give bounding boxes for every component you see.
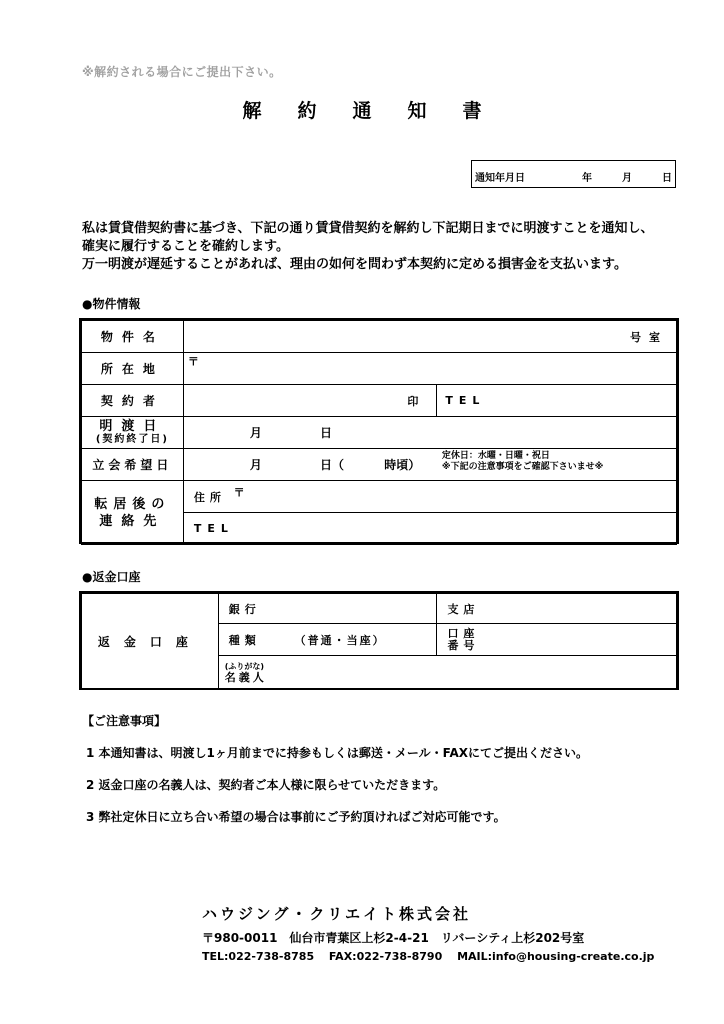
account-number-label-1: 口座 bbox=[447, 626, 480, 640]
location-label: 所在地 bbox=[82, 353, 184, 385]
property-table bbox=[79, 318, 679, 544]
note-item: 3 弊社定休日に立ち合い希望の場合は事前にご予約頂ければご対応可能です。 bbox=[86, 810, 506, 824]
contractor-name-field[interactable] bbox=[183, 385, 437, 417]
visit-notes bbox=[442, 451, 604, 473]
notice-year-unit: 年 bbox=[582, 173, 592, 184]
handover-sub-label: (契約終了日) bbox=[95, 433, 169, 445]
furigana-label: (ふりがな) bbox=[224, 662, 265, 671]
handover-month-unit: 月 bbox=[249, 426, 262, 440]
property-name-field[interactable] bbox=[183, 321, 676, 353]
contractor-tel-field[interactable] bbox=[437, 385, 677, 417]
property-section-title: ●物件情報 bbox=[82, 297, 141, 311]
title-char: 通 bbox=[352, 100, 372, 122]
account-type-options: （普通・当座） bbox=[294, 633, 386, 647]
visit-month-unit: 月 bbox=[249, 458, 262, 472]
company-name: ハウジング・クリエイト株式会社 bbox=[202, 905, 472, 923]
account-number-field[interactable] bbox=[437, 624, 677, 656]
room-suffix: 号室 bbox=[630, 330, 668, 344]
holiday-note: 定休日：水曜・日曜・祝日 bbox=[441, 451, 550, 461]
notice-day-unit: 日 bbox=[662, 173, 672, 184]
visit-time-unit: 時頃） bbox=[384, 458, 421, 472]
tel-label-2: TEL bbox=[193, 522, 234, 535]
intro-line: 確実に履行することを確約します。 bbox=[82, 239, 289, 254]
postal-mark: 〒 bbox=[187, 355, 199, 368]
document-title bbox=[0, 96, 724, 123]
location-field[interactable] bbox=[183, 353, 676, 385]
branch-field[interactable] bbox=[437, 594, 677, 624]
intro-line: 万一明渡が遅延することがあれば、理由の如何を問わず本契約に定める損害金を支払います。 bbox=[82, 257, 627, 272]
notice-month-unit: 月 bbox=[622, 173, 632, 184]
notice-date-label: 通知年月日 bbox=[475, 173, 525, 184]
after-move-tel-field[interactable] bbox=[183, 513, 676, 545]
notes-heading: 【ご注意事項】 bbox=[82, 714, 167, 728]
intro-line: 私は賃貸借契約書に基づき、下記の通り賃貸借契約を解約し下記期日までに明渡すことを通知し、 bbox=[82, 221, 654, 236]
intro-text bbox=[82, 220, 682, 274]
after-move-label-line2: 連絡先 bbox=[99, 513, 166, 529]
refund-section-title: ●返金口座 bbox=[82, 570, 141, 584]
account-holder-field[interactable] bbox=[218, 656, 676, 689]
note-item: 2 返金口座の名義人は、契約者ご本人様に限らせていただきます。 bbox=[86, 778, 446, 792]
refund-account-label: 返金口座 bbox=[82, 594, 219, 689]
branch-label: 支店 bbox=[447, 602, 480, 616]
handover-date-label bbox=[82, 417, 184, 449]
account-number-label-2: 番号 bbox=[447, 638, 480, 652]
holder-label: 名義人 bbox=[224, 671, 267, 684]
after-move-address-field[interactable] bbox=[183, 481, 676, 513]
after-move-label-line1: 転居後の bbox=[94, 496, 171, 512]
address-label: 住所 bbox=[193, 490, 226, 504]
handover-label: 明渡日 bbox=[99, 418, 166, 434]
title-char: 解 bbox=[242, 100, 262, 122]
seal-mark: 印 bbox=[407, 394, 419, 408]
company-contact: TEL:022-738-8785 FAX:022-738-8790 MAIL:info@housing-create.co.jp bbox=[202, 950, 655, 963]
title-char: 書 bbox=[462, 100, 482, 122]
submission-note: ※解約される場合にご提出下さい。 bbox=[82, 65, 282, 79]
contractor-label: 契約者 bbox=[82, 385, 184, 417]
title-char: 知 bbox=[407, 100, 427, 122]
note-item: 1 本通知書は、明渡し1ヶ月前までに持参もしくは郵送・メール・FAXにてご提出ください。 bbox=[86, 746, 588, 760]
title-char: 約 bbox=[297, 100, 317, 122]
check-note: ※下記の注意事項をご確認下さいませ※ bbox=[441, 462, 604, 472]
tel-label: TEL bbox=[445, 394, 486, 407]
refund-table bbox=[79, 591, 679, 690]
visit-date-label: 立会希望日 bbox=[82, 449, 184, 481]
bank-field[interactable] bbox=[218, 594, 437, 624]
visit-day-unit: 日（ bbox=[320, 458, 345, 472]
notice-date-box[interactable] bbox=[471, 160, 676, 188]
visit-date-field[interactable] bbox=[183, 449, 676, 481]
account-type-field[interactable] bbox=[218, 624, 437, 656]
postal-mark-2: 〒 bbox=[233, 485, 245, 499]
handover-day-unit: 日 bbox=[320, 426, 333, 440]
property-name-label: 物件名 bbox=[82, 321, 184, 353]
after-move-contact-label bbox=[82, 481, 184, 545]
bank-label: 銀行 bbox=[228, 602, 261, 616]
handover-date-field[interactable] bbox=[183, 417, 676, 449]
account-type-label: 種類 bbox=[228, 633, 261, 647]
company-address: 〒980-0011 仙台市青葉区上杉2-4-21 リバーシティ上杉202号室 bbox=[202, 931, 585, 945]
